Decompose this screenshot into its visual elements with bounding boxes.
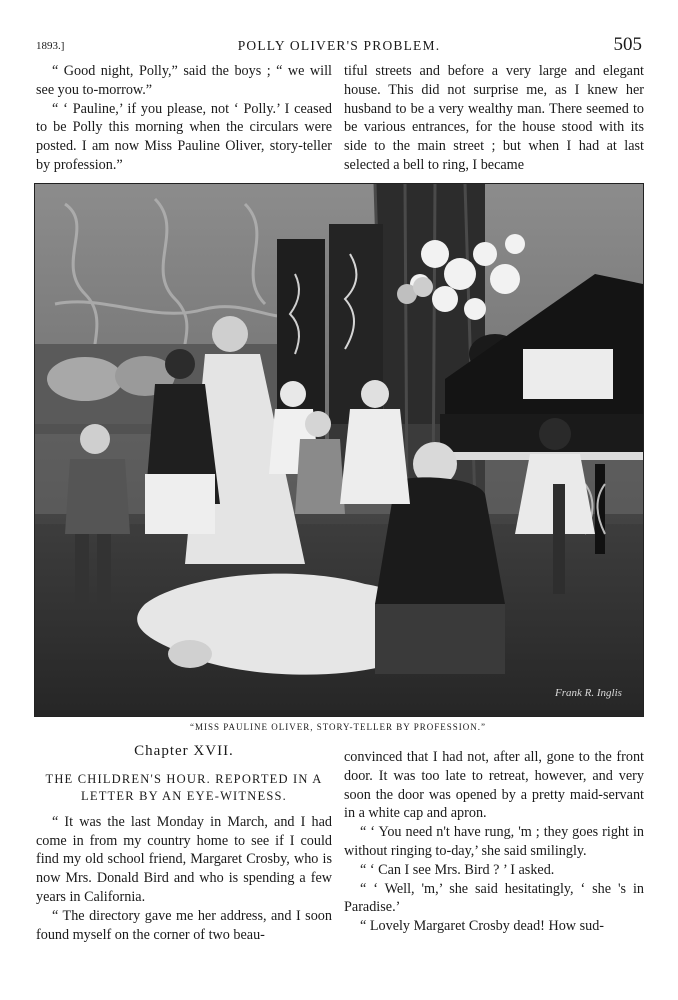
- header-year: 1893.]: [36, 40, 65, 52]
- chapter-subtitle: THE CHILDREN'S HOUR. REPORTED IN A LETTER BY AN EYE-WITNESS.: [45, 771, 323, 803]
- paragraph: “ The directory gave me her address, and I soon found myself on the corner of two beau-: [36, 907, 332, 943]
- paragraph: “ ‘ You need n't have rung, 'm ; they goes right in without ringing to-day,’ she said smilingly.: [344, 824, 644, 859]
- illustration-caption: “MISS PAULINE OLIVER, STORY-TELLER BY PROFESSION.”: [190, 722, 486, 732]
- chapter-title: Chapter XVII.: [134, 743, 234, 759]
- top-left-column: [36, 62, 332, 175]
- bottom-right-column: [344, 748, 644, 936]
- top-right-column: [344, 62, 644, 175]
- parlor-scene-illustration: [35, 184, 643, 716]
- paragraph: “ ‘ Can I see Mrs. Bird ? ’ I asked.: [360, 861, 555, 878]
- artist-signature: Frank R. Inglis: [555, 687, 622, 699]
- running-header: [36, 36, 642, 58]
- bottom-left-column: [36, 742, 332, 944]
- paragraph: “ ‘ Well, 'm,’ she said hesitatingly, ‘ she 's in Paradise.’: [344, 880, 644, 916]
- paragraph: tiful streets and before a very large and elegant house. This did not surprise me, as I knew her husband to be a very wealthy man. There seemed to be various entrances, for the house stood with its side to the main street ; but when I had at last selected a bell to ring, I became: [344, 63, 644, 173]
- illustration: [34, 183, 644, 717]
- page-number: 505: [613, 34, 642, 55]
- header-title: POLLY OLIVER'S PROBLEM.: [237, 38, 441, 53]
- paragraph: convinced that I had not, after all, gone to the front door. It was too late to retreat, however, and very soon the door was opened by a pretty maid-servant in a white cap and apron.: [344, 749, 644, 822]
- paragraph: “ Good night, Polly,” said the boys ; “ we will see you to-morrow.”: [36, 63, 332, 98]
- paragraph: “ Lovely Margaret Crosby dead! How sud-: [360, 918, 605, 935]
- paragraph: “ It was the last Monday in March, and I had come in from my country home to see if I could find my old school friend, Margaret Crosby, who is now Mrs. Donald Bird and who is spending a few years in California.: [36, 813, 332, 905]
- paragraph: “ ‘ Pauline,’ if you please, not ‘ Polly.’ I ceased to be Polly this morning when the circulars were posted. I am now Miss Pauline Oliver, story-teller by profession.”: [36, 100, 332, 173]
